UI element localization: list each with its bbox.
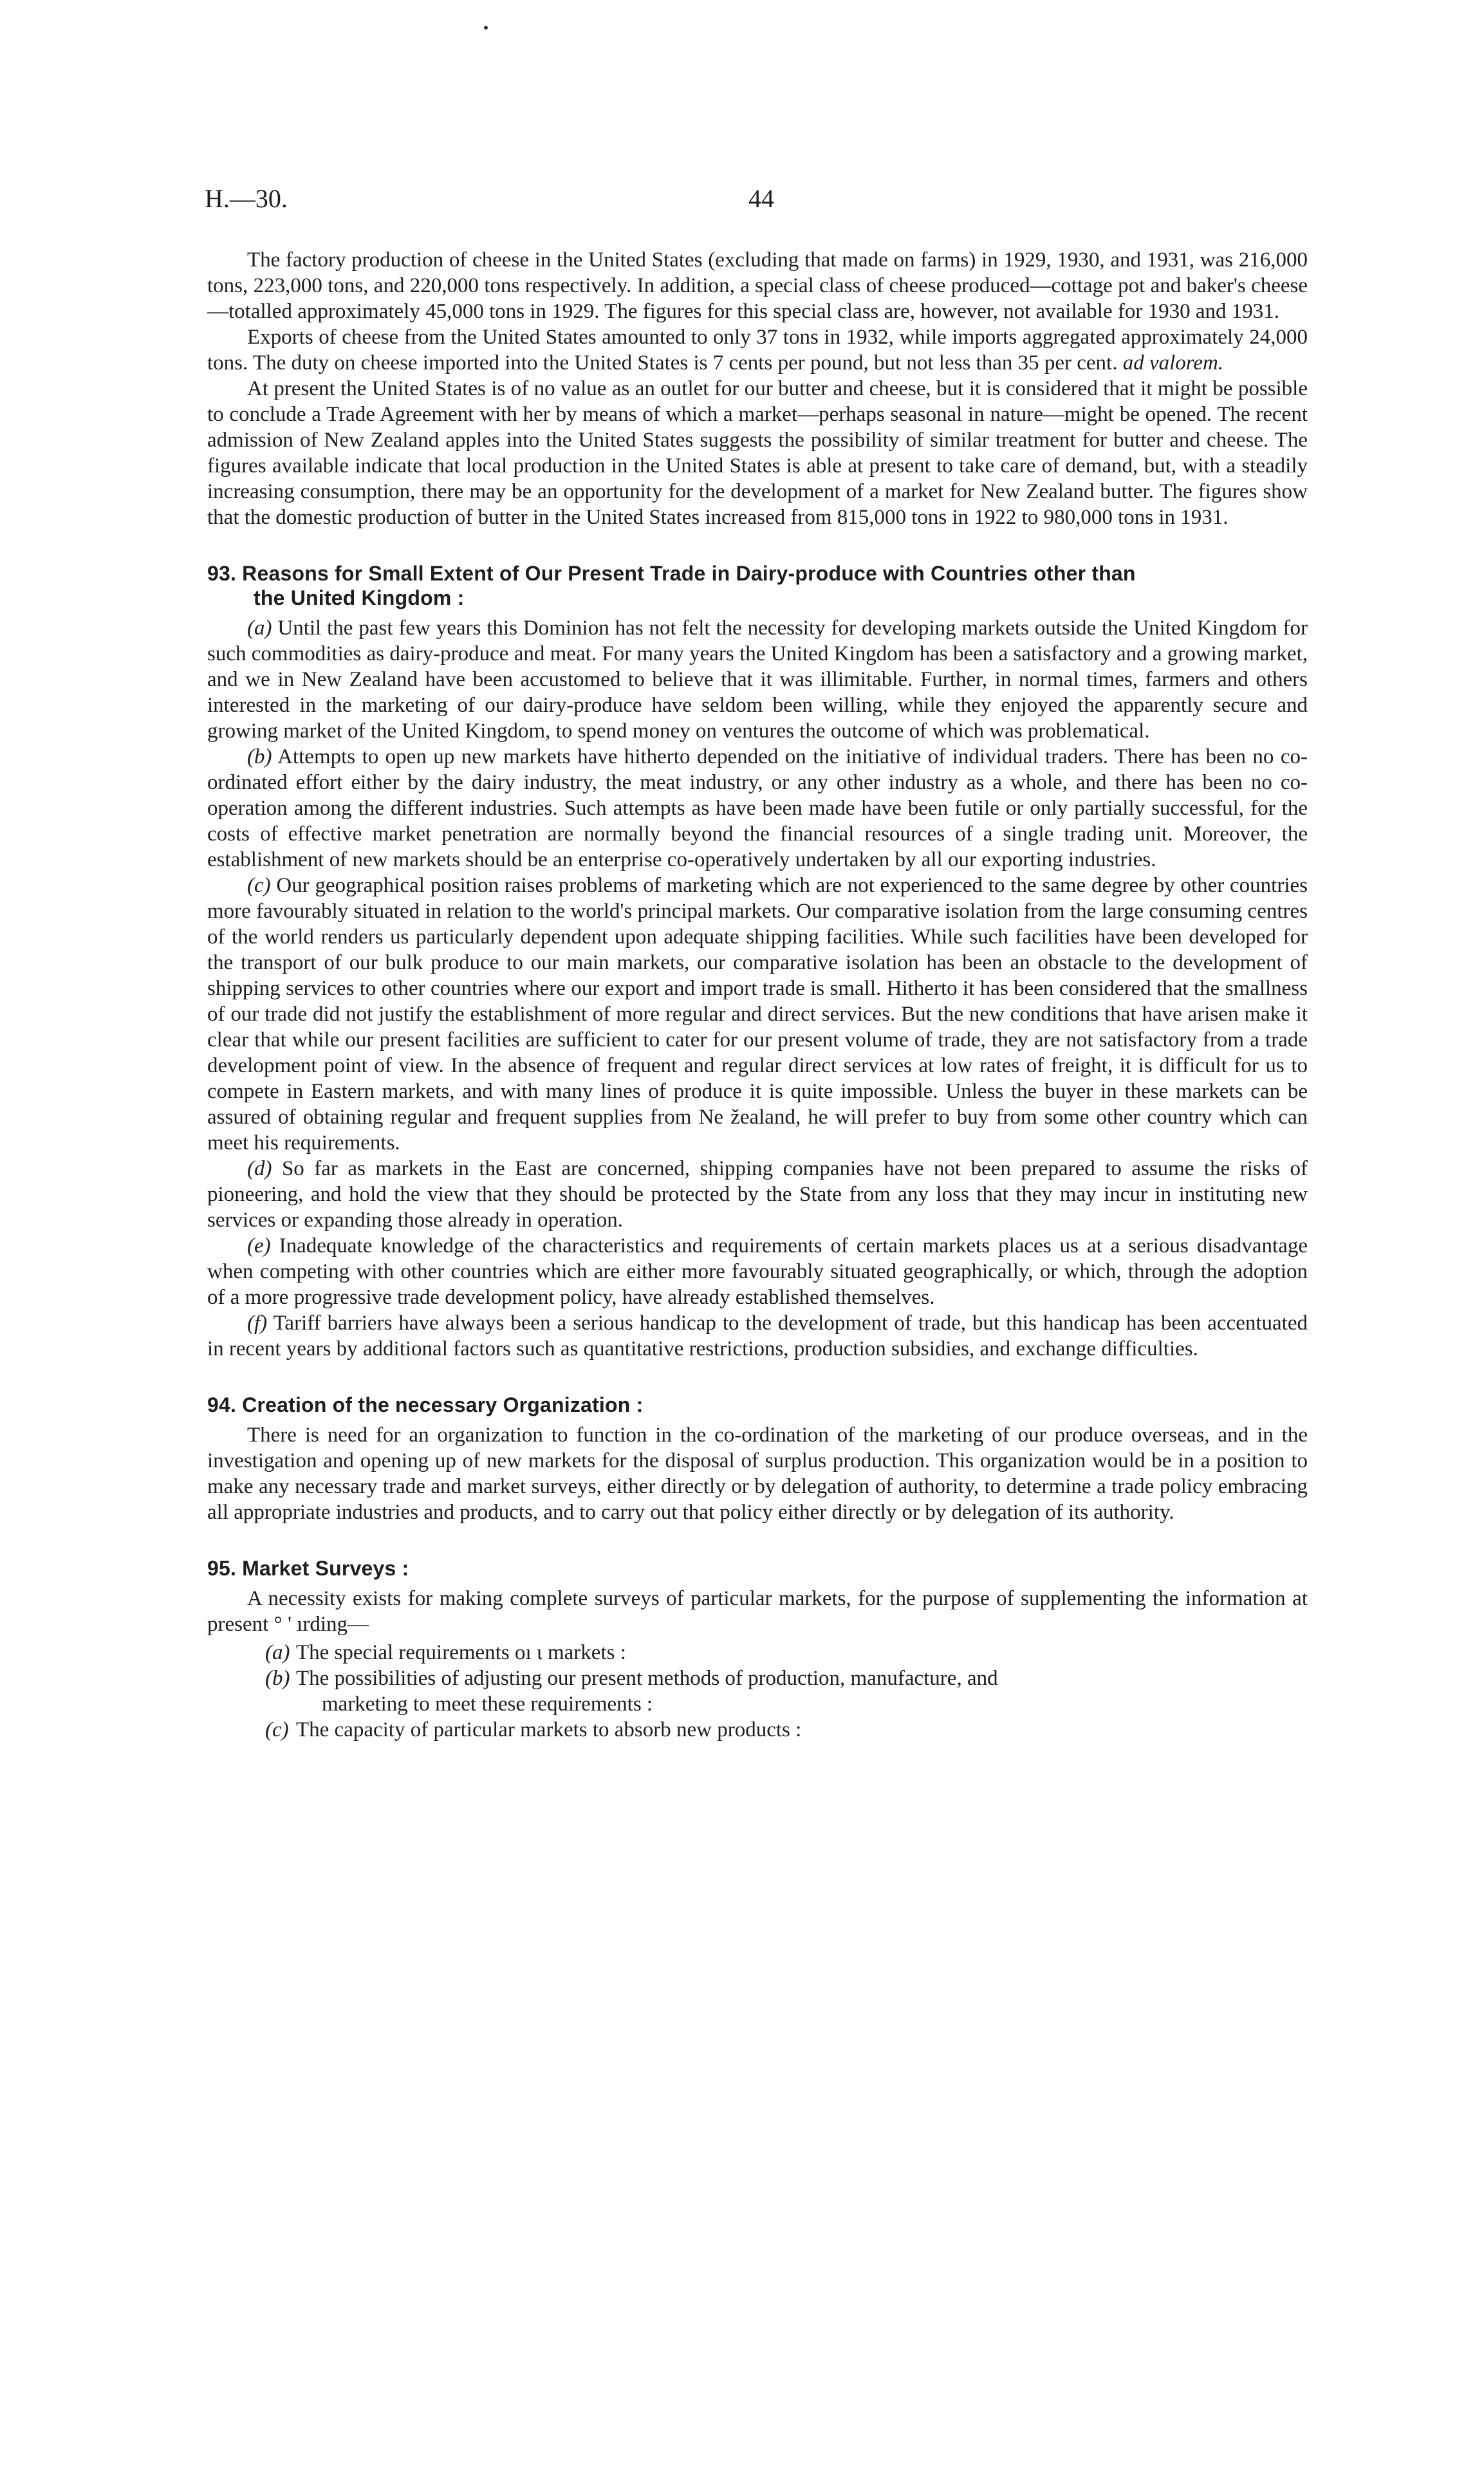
section-93-item-a [207, 615, 1308, 744]
section-93-heading-line1: 93. Reasons for Small Extent of Our Present Trade in Dairy-produce with Countries other than [207, 562, 1136, 585]
section-93-heading [207, 561, 1308, 610]
item-marker: (a) [265, 1641, 290, 1664]
item-text: The capacity of particular markets to absorb new products : [296, 1718, 802, 1741]
list-item [207, 1640, 1308, 1665]
item-text: So far as markets in the East are concerned, shipping companies have not been prepared to assume the risks of pioneering, and hold the view that they should be protected by the State from any loss that they may incur in instituting new services or expanding those already in operation. [207, 1157, 1308, 1232]
item-text: Tariff barriers have always been a serious handicap to the development of trade, but this handicap has been accentuated in recent years by additional factors such as quantitative restrictions, production subsidies, and exchange difficulties. [207, 1312, 1308, 1360]
item-marker: (b) [265, 1667, 290, 1690]
paragraph-us-outlet: At present the United States is of no value as an outlet for our butter and cheese, but it is considered that it might be possible to conclude a Trade Agreement with her by means of which a market—perhaps seasonal in nature—might be opened. The recent admission of New Zealand apples into the United States suggests the possibility of similar treatment for butter and cheese. The figures available indicate that local production in the United States is able at present to take care of demand, but, with a steadily increasing consumption, there may be an opportunity for the development of a market for New Zealand butter. The figures show that the domestic production of butter in the United States increased from 815,000 tons in 1922 to 980,000 tons in 1931. [207, 377, 1308, 529]
item-marker: (c) [247, 874, 271, 897]
item-marker: (c) [265, 1718, 289, 1741]
item-marker: (a) [247, 617, 272, 640]
section-94-paragraph: There is need for an organization to function in the co-ordination of the marketing of our produce overseas, and in the investigation and opening up of new markets for the disposal of surplus production. This organization would be in a position to make any necessary trade and market surveys, either directly or by delegation of authority, to determine a trade policy embracing all appropriate industries and products, and to carry out that policy either directly or by delegation of its authority. [207, 1424, 1308, 1524]
document-body [207, 247, 1308, 1743]
item-marker: (d) [247, 1157, 272, 1180]
document-reference: H.—30. [205, 184, 288, 213]
item-text: The special requirements οı ι markets : [296, 1641, 626, 1664]
section-93-item-b [207, 744, 1308, 873]
paragraph-cheese-production: The factory production of cheese in the United States (excluding that made on farms) in 1929, 1930, and 1931, was 216,000 tons, 223,000 tons, and 220,000 tons respectively. In addition, a special class of cheese produced—cottage pot and baker's cheese—totalled approximately 45,000 tons in 1929. The figures for this special class are, however, not available for 1930 and 1931. [207, 248, 1308, 323]
section-95-list [207, 1640, 1308, 1743]
section-93-item-e [207, 1233, 1308, 1310]
section-93-item-c [207, 873, 1308, 1156]
section-93-heading-line2: the United Kingdom : [254, 586, 465, 609]
page-header [205, 183, 1312, 222]
item-marker: (b) [247, 745, 272, 768]
paragraph-cheese-exports [207, 324, 1308, 376]
item-text: Our geographical position raises problems of marketing which are not experienced to the same degree by other countries more favourably situated in relation to the world's principal markets. Our comparative isolation from the large consuming centres of the world renders us particularly dependent upon adequate shipping facilities. While such facilities have been developed for the transport of our bulk produce to our main markets, our comparative isolation has been an obstacle to the development of shipping services to other countries where our export and import trade is small. Hitherto it has been considered that the smallness of our trade did not justify the establishment of more regular and direct services. But the new conditions that have arisen make it clear that while our present facilities are sufficient to cater for our present volume of trade, they are not satisfactory from a trade development point of view. In the absence of frequent and regular direct services at low rates of freight, it is difficult for us to compete in Eastern markets, and with many lines of produce it is quite impossible. Unless the buyer in these markets can be assured of obtaining regular and frequent supplies from Nе žealand, he will prefer to buy from some other country which can meet his requirements. [207, 874, 1308, 1155]
item-marker: (e) [247, 1234, 271, 1257]
page-number: 44 [748, 184, 774, 213]
item-text: Inadequate knowledge of the characteristics and requirements of certain markets places us at a serious disadvantage when competing with other countries which are either more favourably situated geographically, or which, through the adoption of a more progressive trade development policy, have already established themselves. [207, 1234, 1308, 1309]
section-93-item-f [207, 1310, 1308, 1362]
section-95-heading: 95. Market Surveys : [207, 1557, 409, 1580]
item-text: The possibilities of adjusting our present methods of production, manufacture, and [296, 1667, 998, 1690]
list-item [207, 1665, 1308, 1717]
paragraph-cheese-exports-text: Exports of cheese from the United States amounted to only 37 tons in 1932, while imports aggregated approximately 24,000 tons. The duty on cheese imported into the United States is 7 cents per pound, but not less than 35 per cent. [207, 326, 1308, 375]
item-marker: (f) [247, 1312, 268, 1335]
list-item [207, 1717, 1308, 1743]
item-text-continuation: marketing to meet these requirements : [322, 1693, 653, 1716]
item-text: Attempts to open up new markets have hitherto depended on the initiative of individual traders. There has been no co-ordinated effort either by the dairy industry, the meat industry, or any other industry as a whole, and there has been no co-operation among the different industries. Such attempts as have been made have been futile or only partially successful, for the costs of effective market penetration are normally beyond the financial resources of a single trading unit. Moreover, the establishment of new markets should be an enterprise co-operatively undertaken by all our exporting industries. [207, 745, 1308, 871]
ad-valorem-term: ad valorem. [1122, 351, 1224, 375]
speck-mark [484, 26, 488, 30]
section-93-item-d [207, 1156, 1308, 1233]
section-94-heading: 94. Creation of the necessary Organization : [207, 1393, 644, 1416]
section-95-paragraph: A necessity exists for making complete surveys of particular markets, for the purpose of supplementing the information at present ° ' ırding— [207, 1587, 1308, 1636]
item-text: Until the past few years this Dominion has not felt the necessity for developing markets outside the United Kingdom for such commodities as dairy-produce and meat. For many years the United Kingdom has been a satisfactory and a growing market, and we in New Zealand have been accustomed to believe that it was illimitable. Further, in normal times, farmers and others interested in the marketing of our dairy-produce have seldom been willing, while they enjoyed the apparently secure and growing market of the United Kingdom, to spend money on ventures the outcome of which was problematical. [207, 617, 1308, 743]
